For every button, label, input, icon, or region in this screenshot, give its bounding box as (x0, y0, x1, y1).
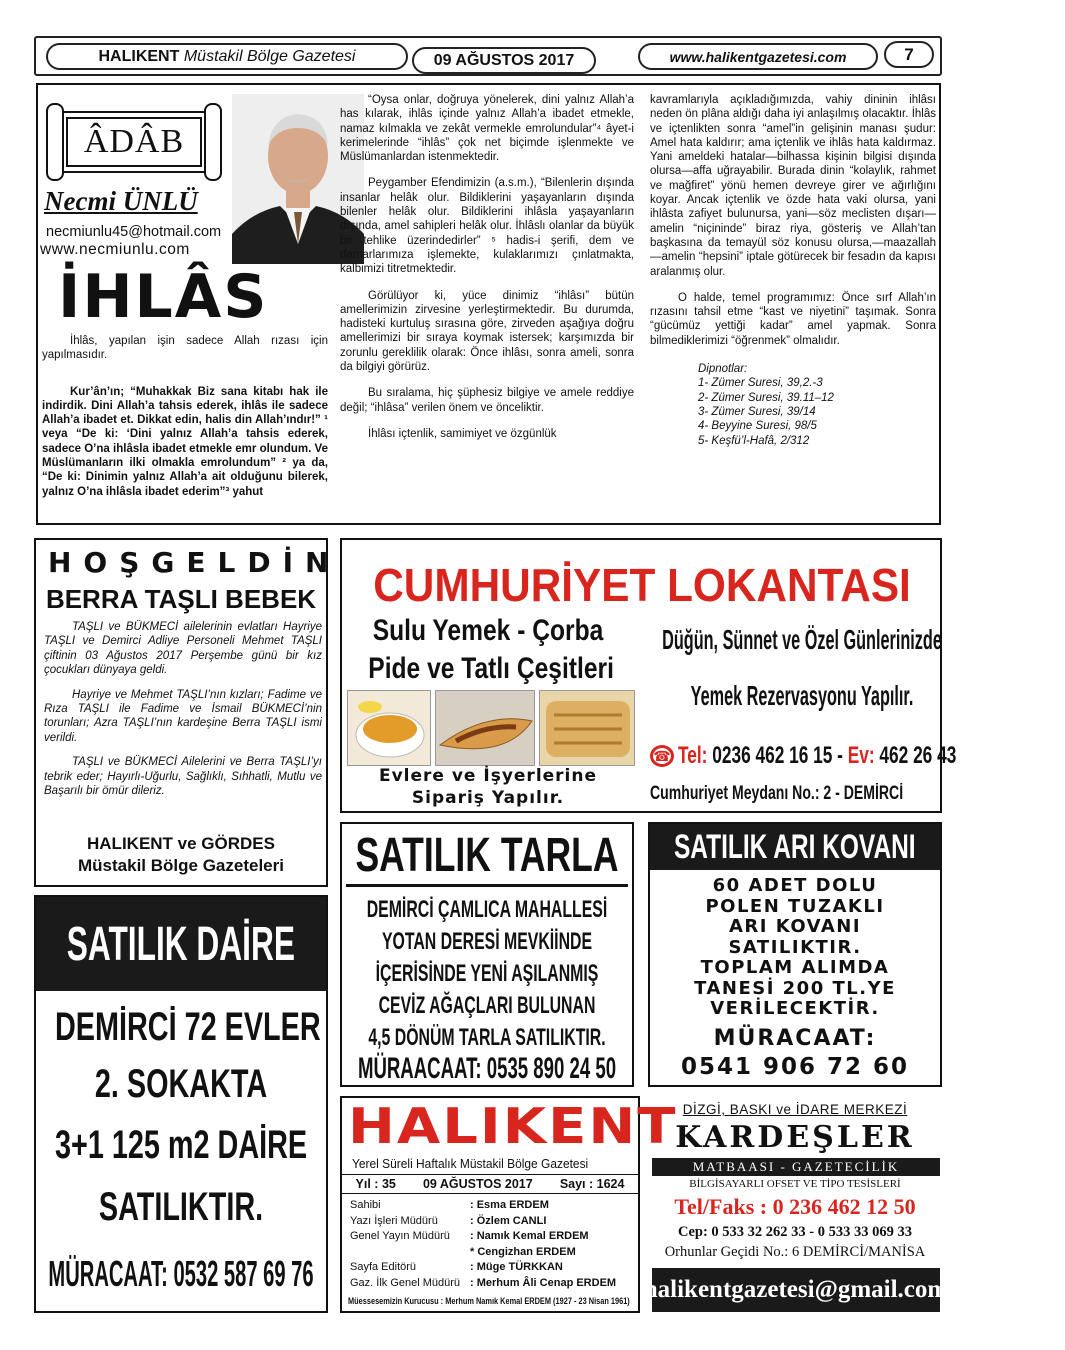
masthead-founder: Müessesemizin Kurucusu : Merhum Namık Kemal ERDEM (1927 - 23 Nisan 1961) (348, 1296, 630, 1306)
adab-logo (44, 103, 224, 181)
staff-row (350, 1260, 638, 1276)
printer-email-band[interactable] (643, 1268, 949, 1312)
tarla-title: SATILIK TARLA (355, 829, 619, 882)
footnote: 2- Zümer Suresi, 39.11–12 (698, 391, 834, 404)
header-date-text: 09 AĞUSTOS 2017 (433, 51, 575, 69)
kovan-line: TOPLAM ALIMDA (700, 957, 890, 978)
staff-role (350, 1245, 470, 1261)
footnote: 1- Zümer Suresi, 39,2.-3 (698, 377, 823, 390)
tel-label: Tel: (678, 742, 708, 769)
welcome-paragraph: TAŞLI ve BÜKMECİ Ailelerini ve Berra TAŞLI’yı tebrik eder; Hayırlı-Uğurlu, Sağlıklı, Sıhhatli, Mutlu ve Başarılı bir ömür dileriz. (44, 756, 322, 798)
kovan-title: SATILIK ARI KOVANI (674, 827, 916, 866)
printer-cep: Cep: 0 533 32 262 33 - 0 533 33 069 33 (677, 1224, 912, 1240)
staff-row (350, 1245, 638, 1261)
welcome-baby-name: BERRA TAŞLI BEBEK (45, 584, 317, 614)
masthead-subtitle: Yerel Süreli Haftalık Müstakil Bölge Gazetesi (352, 1156, 589, 1171)
kovan-phone: 0541 906 72 60 (680, 1054, 910, 1080)
adab-logo-text: ÂDÂB (66, 117, 202, 167)
printer-tel: Tel/Faks : 0 236 462 12 50 (674, 1194, 916, 1219)
welcome-signature-1: HALIKENT ve GÖRDES (87, 834, 275, 853)
col1-paragraph: Kur’ân’ın; “Muhakkak Biz sana kitabı hak ile indirdik. Dini Allah’a tahsis ederek, ihlâs ile sadece Allah’a ibadet et. Dikkat edin, halis din Allah’ındır!” ¹ veya “De ki: ‘Dini yalnız Allah’a tahsis ederek, sadece O’na ihlâsla ibadet etmekle emr olundum. Ve Müslümanların ilki olmakla emrolundum” ² ya da, “De ki: Dinimin yalnız Allah’a ait olduğunu bilerek, yalnız O’na ihlâsla ibadet ederim”³ yahut (42, 385, 328, 498)
tarla-divider (346, 884, 628, 887)
kovan-line: 60 ADET DOLU (712, 875, 878, 896)
kovan-contact: MÜRACAAT: (713, 1026, 877, 1051)
daire-ad (34, 895, 328, 1313)
column-1 (42, 334, 328, 511)
restaurant-tel-group: Tel: 0236 462 16 15 - Ev: 462 26 43 (678, 742, 957, 769)
staff-row (350, 1229, 638, 1245)
restaurant-right: Yemek Rezervasyonu Yapılır. (690, 680, 914, 711)
header-website[interactable] (638, 43, 878, 70)
printer-email: halikentgazetesi@gmail.com (643, 1276, 949, 1303)
masthead-info (342, 1174, 638, 1194)
ev-label: Ev: (848, 742, 876, 769)
tarla-line: YOTAN DERESİ MEVKİİNDE (381, 928, 593, 955)
col2-paragraph: “Oysa onlar, doğruya yönelerek, dini yalnız Allah’a has kılarak, ihlâs içinde yalnız Allah’a ibadet etmekle, namaz kılmakla ve zekât vermekle emrolundular”⁴ âyet-i kerimelerinde “ihlâs” çok net biçimde işlenmekte ve Müslümanlardan istenmektedir. (340, 94, 634, 164)
website-text: www.halikentgazetesi.com (669, 48, 847, 65)
staff-name: : Özlem CANLI (470, 1214, 547, 1227)
tarla-line: CEVİZ AĞAÇLARI BULUNAN (378, 992, 596, 1019)
footnotes-title: Dipnotlar: (698, 363, 748, 376)
food-photo-soup (347, 690, 431, 766)
welcome-signature-2: Müstakil Bölge Gazeteleri (78, 856, 284, 875)
daire-title-band (36, 897, 326, 991)
kovan-line: ARI KOVANI (728, 916, 862, 937)
page-number (884, 41, 934, 68)
col2-paragraph: Görülüyor ki, yüce dinimiz “ihlâsı” bütün amellerimizin zirvesine yerleştirmektedir. Bu durumda, hadisteki kurtuluş sırasına göre, zirveden aşağıya doğru amellerimizi bir sıraya koymak istersek; karşımızda bir zorunlu gereklilik olarak: Önce ihlâsı, sonra ameli, sonra da bilgiyi görürüz. (340, 289, 634, 374)
food-photo-pide (435, 690, 535, 766)
col3-paragraph: O halde, temel programımız: Önce sırf Allah’ın rızasını tahsil etme “kast ve niyetini” taşımak. Sonra “gücümüz yettiği kadar” amel yapmak. Sonra bilmediklerimizi “öğrenmek” olmalıdır. (650, 291, 936, 347)
kovan-line: SATILIKTIR. (728, 936, 862, 958)
header-date (412, 47, 596, 74)
staff-name: : Namık Kemal ERDEM (470, 1230, 589, 1243)
masthead-logo: HALIKENT (348, 1098, 678, 1156)
welcome-heading: HOŞGELDİN (48, 546, 341, 579)
staff-role: Sayfa Editörü (350, 1261, 417, 1274)
header-paper-name (46, 43, 408, 70)
staff-role: Gaz. İlk Genel Müdürü (350, 1276, 461, 1289)
welcome-paragraph: Hayriye ve Mehmet TAŞLI’nın kızları; Fadime ve Rıza TAŞLI ile Fadime ve İsmail BÜKMECİ’nin torunları; Azra TAŞLI’nın kardeşine Berra TAŞLI ismi verildi. (44, 688, 322, 744)
daire-title: SATILIK DAİRE (66, 917, 296, 971)
staff-row (350, 1198, 638, 1214)
kovan-ad (648, 822, 942, 1087)
staff-name: : Müge TÜRKKAN (470, 1261, 563, 1274)
tel-number: 0236 462 16 15 (712, 742, 833, 769)
staff-role: Yazı İşleri Müdürü (350, 1214, 438, 1227)
staff-name: : Merhum Âli Cenap ERDEM (470, 1276, 617, 1289)
masthead-date: 09 AĞUSTOS 2017 (422, 1177, 533, 1191)
kovan-title-band (650, 824, 940, 870)
author-email: necmiunlu45@hotmail.com (46, 224, 222, 240)
kovan-line: VERİLECEKTİR. (710, 998, 880, 1019)
food-photo-bread (539, 690, 635, 766)
restaurant-order-1: Evlere ve İşyerlerine (378, 766, 598, 786)
masthead-box (340, 1096, 678, 1313)
footnote: 4- Beyyine Suresi, 98/5 (698, 420, 817, 433)
bread-icon (540, 691, 636, 767)
footnotes (698, 362, 936, 448)
restaurant-right: Düğün, Sünnet ve Özel Günlerinizde (662, 624, 942, 655)
printer-sub: BİLGİSAYARLI OFSET VE TİPO TESİSLERİ (689, 1178, 901, 1190)
daire-line: SATILIKTIR. (98, 1185, 264, 1229)
welcome-paragraph: TAŞLI ve BÜKMECİ ailelerinin evlatları Hayriye TAŞLI ve Demirci Adliye Personeli Mehmet TAŞLI çiftinin 03 Ağustos 2017 Perşembe günü bir kız çocukları dünyaya geldi. (44, 621, 322, 677)
masthead-year: Yıl : 35 (355, 1177, 396, 1191)
restaurant-phones (650, 742, 957, 770)
tarla-line: DEMİRCİ ÇAMLICA MAHALLESİ (366, 896, 608, 923)
author-name: Necmi ÜNLÜ (44, 186, 198, 216)
staff-row (350, 1214, 638, 1230)
printer-band: MATBAASI - GAZETECİLİK (652, 1158, 940, 1176)
staff-list (350, 1198, 638, 1292)
pide-icon (436, 691, 536, 767)
tarla-ad (340, 822, 634, 1087)
restaurant-title: CUMHURİYET LOKANTASI (373, 559, 911, 611)
column-3 (650, 93, 936, 448)
paper-subtitle: Müstakil Bölge Gazetesi (183, 47, 356, 65)
daire-phone: MÜRACAAT: 0532 587 69 76 (48, 1253, 314, 1294)
printer-block (643, 1096, 949, 1313)
masthead-issue: Sayı : 1624 (559, 1177, 625, 1191)
col2-paragraph: Bu sıralama, hiç şüphesiz bilgiye ve amele reddiye değil; “ihlâsa” verilen önem ve önceliktir. (340, 387, 634, 414)
kovan-line: TANESİ 200 TL.YE (694, 977, 896, 999)
col1-paragraph: İhlâs, yapılan işin sadece Allah rızası için yapılmasıdır. (42, 335, 328, 362)
printer-address: Orhunlar Geçidi No.: 6 DEMİRCİ/MANİSA (664, 1244, 926, 1260)
welcome-text (44, 620, 322, 810)
printer-top: DİZGİ, BASKI ve İDARE MERKEZİ (682, 1102, 908, 1117)
kovan-line: POLEN TUZAKLI (705, 895, 885, 917)
page-number-text: 7 (904, 44, 914, 64)
restaurant-address: Cumhuriyet Meydanı No.: 2 - DEMİRCİ (650, 783, 904, 804)
tarla-phone: MÜRAACAAT: 0535 890 24 50 (357, 1052, 617, 1085)
restaurant-line: Sulu Yemek - Çorba (372, 614, 604, 647)
kovan-lines (650, 876, 940, 1020)
tarla-line: İÇERİSİNDE YENİ AŞILANMIŞ (375, 960, 599, 987)
paper-name: HALIKENT (98, 47, 180, 65)
daire-line: 3+1 125 m2 DAİRE (54, 1123, 308, 1167)
welcome-box (34, 538, 341, 887)
column-2 (340, 93, 634, 453)
staff-name: : Esma ERDEM (470, 1199, 549, 1211)
col2-paragraph: Peygamber Efendimizin (a.s.m.), “Bilenlerin dışında insanlar helâk olur. Bildiklerini yaşayanların dışında bilenler helâk olur. Bildiklerini ihlâsla yaşayanların dışında, amel sahipleri helâk olur. İhlâslı olanlar da büyük bir tehlike üzerindedirler” ⁵ hadis-i şerifi, dem ve damarlarımıza işlemekte, kulaklarımızı çınlatmakta, kalbimizi titretmektedir. (340, 177, 634, 276)
soup-bowl-icon (348, 691, 432, 767)
restaurant-line: Pide ve Tatlı Çeşitleri (368, 652, 614, 685)
printer-name: KARDEŞLER (675, 1120, 915, 1155)
col2-paragraph: İhlâsı içtenlik, samimiyet ve özgünlük (368, 427, 557, 440)
author-web: www.necmiunlu.com (40, 241, 190, 258)
staff-role: Sahibi (350, 1199, 381, 1211)
footnote: 5- Keşfü’l-Hafâ, 2/312 (698, 434, 810, 447)
staff-role: Genel Yayın Müdürü (350, 1230, 450, 1243)
restaurant-ad (340, 538, 957, 813)
footnote: 3- Zümer Suresi, 39/14 (698, 405, 816, 418)
restaurant-order-2: Sipariş Yapılır. (411, 788, 565, 808)
article-title: İHLÂS (58, 262, 269, 332)
col3-paragraph: kavramlarıyla açıkladığımızda, vahiy dininin ihlâsı neden ön plâna aldığı daha iyi anlaşılmış olacaktır. İhlâs ve içtenlikten sonra “amel”in gelişinin manası şudur: Amel hata kaldırır; ama içtenlik ve ihlâs hata kaldırmaz. Yani ameldeki hatalar—bilhassa kişinin bilgisi dışında olursa—affa uğrayabilir. Burada dinin “kolaylık, rahmet ve mağfiret” yönü hemen devreye girer ve ağırlığını koyar. Ancak içtenlik ve özde hata vaki olursa, yani ihlâsta zafiyet bulunursa, yani—söz meclisten dışarı—amelin “niçininde” biraz riya, gösteriş ve Allah’tan başkasına da temayül söz konusu olursa,—maazallah—amelin “hepsini” iptale götürecek bir fesadın da kapısı aralanmış olur. (650, 94, 936, 278)
phone-icon: ☎ (650, 745, 674, 767)
ev-number: 462 26 43 (879, 742, 957, 769)
staff-name: * Cengizhan ERDEM (470, 1245, 576, 1258)
staff-row (350, 1276, 638, 1292)
tarla-line: 4,5 DÖNÜM TARLA SATILIKTIR. (368, 1024, 606, 1051)
daire-line: DEMİRCİ 72 EVLER (54, 1005, 321, 1049)
daire-line: 2. SOKAKTA (94, 1062, 268, 1106)
